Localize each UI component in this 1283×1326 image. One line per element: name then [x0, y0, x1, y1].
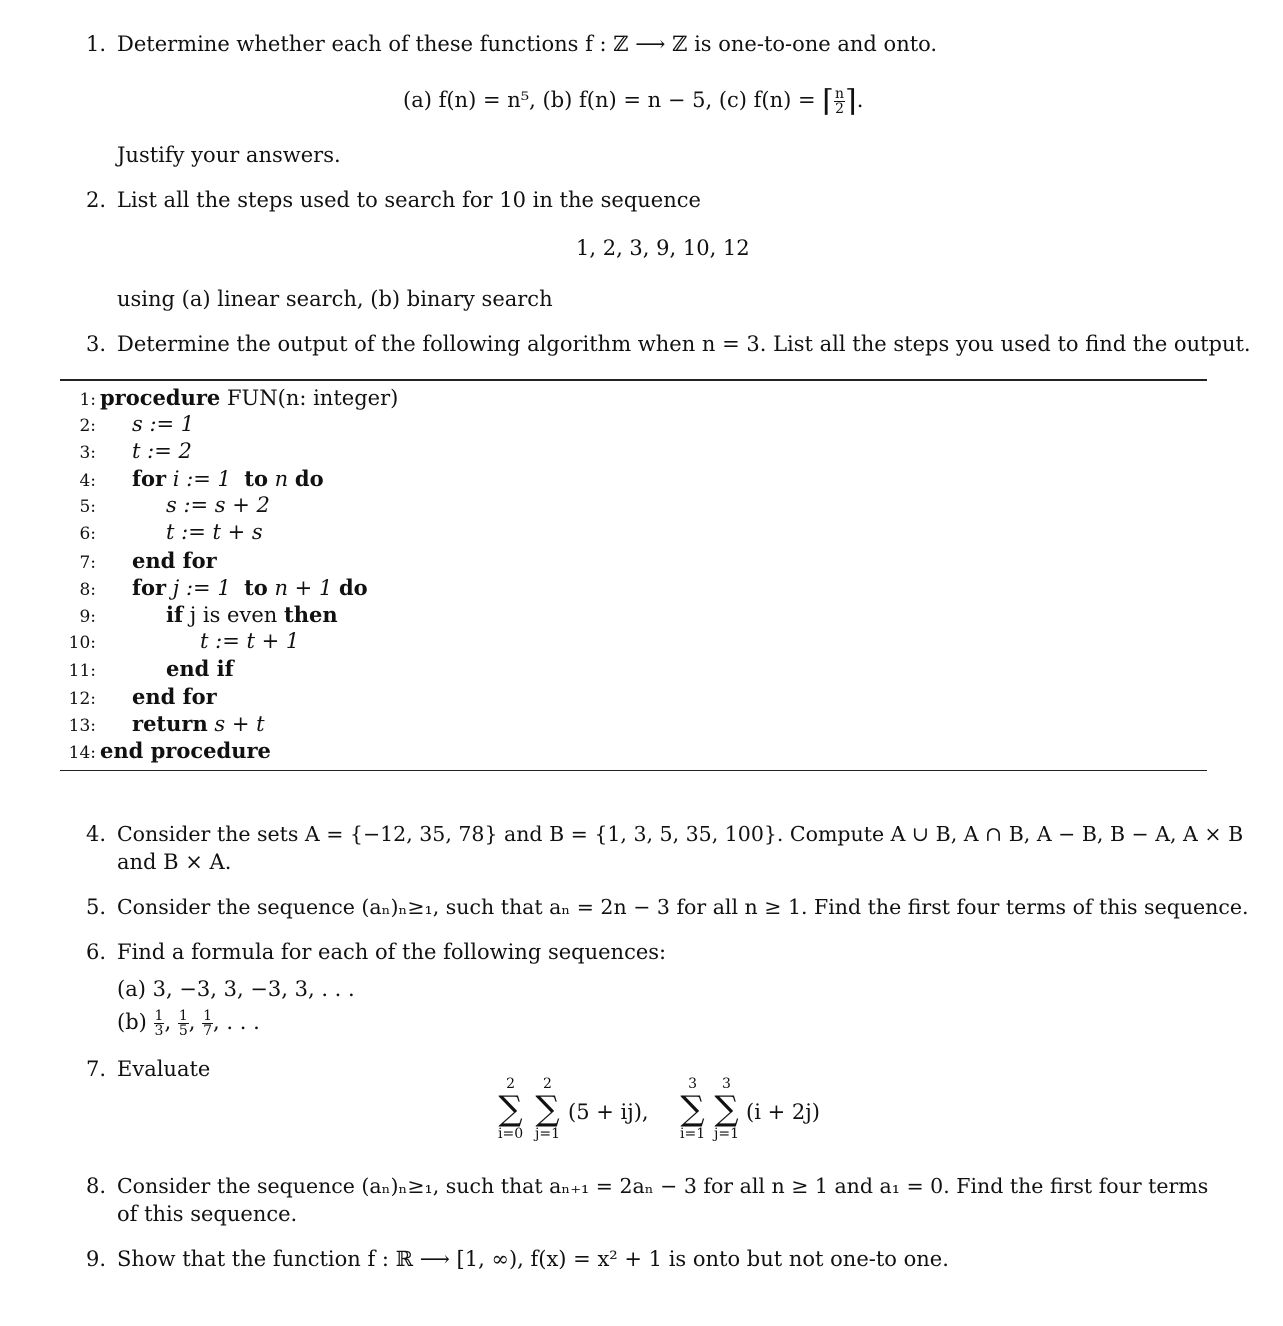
alg-line-4: 4: for i := 1 to n do: [79, 466, 324, 491]
sum1-inner-sigma: 2 ∑ j=1: [535, 1076, 560, 1142]
q1-ceil-fraction: $\frac{n}{2}$: [835, 86, 845, 117]
q1-justify: Justify your answers.: [117, 143, 341, 167]
q8-number: 8.: [86, 1174, 107, 1198]
q2-number: 2.: [86, 188, 107, 212]
q1-formula-list: (a) f(n) = n⁵, (b) f(n) = n − 5, (c) f(n) =: [403, 88, 816, 112]
q1-formulas: (a) f(n) = n⁵, (b) f(n) = n − 5, (c) f(n) = ⌈ $\frac{n}{2}$ ⌉.: [403, 84, 864, 119]
q6-b: (b) $\frac{1}{3}$ , $\frac{1}{5}$ , $\frac{1}{7}$ , . . .: [117, 1008, 260, 1039]
sum1-outer-sigma: 2 ∑ i=0: [498, 1076, 524, 1142]
sum2-outer-sigma: 3 ∑ i=1: [680, 1076, 706, 1142]
q1-number: 1.: [86, 32, 107, 56]
sum2-body: (i + 2j): [746, 1100, 820, 1124]
q4-number: 4.: [86, 822, 107, 846]
alg-line-7: 7: end for: [79, 548, 217, 573]
q4-line1: Consider the sets A = {−12, 35, 78} and B = {1, 3, 5, 35, 100}. Compute A ∪ B, A ∩ B, A − B, B − A, A × B: [117, 822, 1244, 846]
alg-line-12: 12: end for: [68, 684, 217, 709]
q7-number: 7.: [86, 1057, 107, 1081]
alg-line-14: 14: end procedure: [68, 738, 271, 763]
q1-text: Determine whether each of these functions f : ℤ ⟶ ℤ is one-to-one and onto.: [117, 32, 938, 56]
alg-line-6: 6: t := t + s: [79, 520, 263, 544]
q5-text: Consider the sequence (aₙ)ₙ≥₁, such that aₙ = 2n − 3 for all n ≥ 1. Find the first four terms of this sequence.: [117, 895, 1249, 919]
alg-line-3: 3: t := 2: [79, 439, 192, 463]
q4-line2: and B × A.: [117, 850, 232, 874]
q3-number: 3.: [86, 332, 107, 356]
q8-line2: of this sequence.: [117, 1202, 298, 1226]
alg-line-10: 10: t := t + 1: [68, 629, 300, 653]
q2-sequence: 1, 2, 3, 9, 10, 12: [576, 236, 750, 260]
q2-text: List all the steps used to search for 10 in the sequence: [117, 188, 701, 212]
q9-number: 9.: [86, 1247, 107, 1271]
alg-line-8: 8: for j := 1 to n + 1 do: [79, 575, 368, 600]
q9-text: Show that the function f : ℝ ⟶ [1, ∞), f(x) = x² + 1 is onto but not one-to one.: [117, 1247, 949, 1271]
algorithm-top-rule: [60, 379, 1207, 381]
algorithm-bottom-rule: [60, 770, 1207, 771]
alg-line-5: 5: s := s + 2: [79, 493, 270, 517]
alg-line-13: 13: return s + t: [68, 711, 265, 736]
alg-line-1: 1: procedure FUN(n: integer): [79, 385, 399, 410]
q7-text: Evaluate: [117, 1057, 211, 1081]
sum1-body: (5 + ij),: [568, 1100, 649, 1124]
q3-text: Determine the output of the following algorithm when n = 3. List all the steps you used to find the output.: [117, 332, 1251, 356]
alg-line-11: 11: end if: [68, 656, 234, 681]
q2-using: using (a) linear search, (b) binary search: [117, 287, 553, 311]
q8-line1: Consider the sequence (aₙ)ₙ≥₁, such that aₙ₊₁ = 2aₙ − 3 for all n ≥ 1 and a₁ = 0. Find the first four terms: [117, 1174, 1209, 1198]
q6-number: 6.: [86, 940, 107, 964]
alg-line-9: 9: if j is even then: [79, 602, 338, 627]
q6-a: (a) 3, −3, 3, −3, 3, . . .: [117, 977, 355, 1001]
alg-line-2: 2: s := 1: [79, 412, 195, 436]
q6-text: Find a formula for each of the following sequences:: [117, 940, 667, 964]
q5-number: 5.: [86, 895, 107, 919]
sum2-inner-sigma: 3 ∑ j=1: [714, 1076, 739, 1142]
